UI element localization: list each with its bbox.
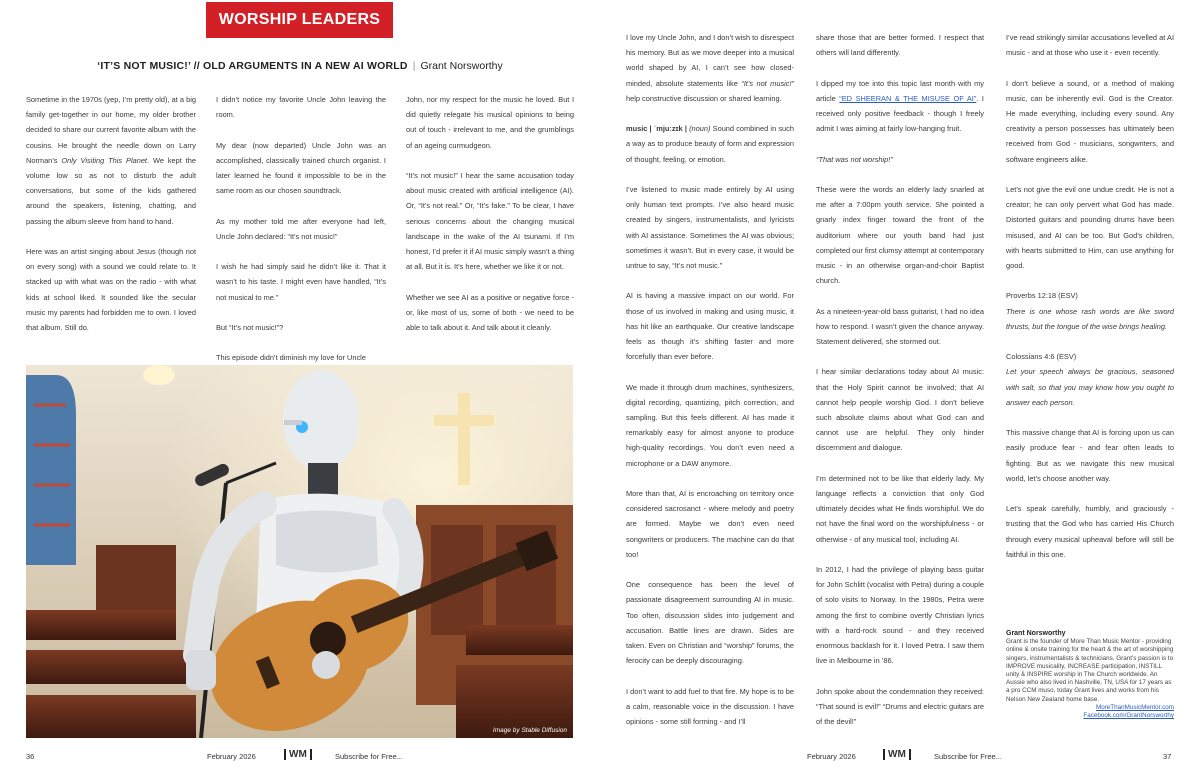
paragraph: Let’s speak carefully, humbly, and graciously - trusting that the God who has carried His Church through every musical upheaval before will still be faithful in this one.	[1006, 504, 1174, 559]
article-author: Grant Norsworthy	[420, 60, 503, 72]
left-column-1	[26, 92, 196, 350]
robot-guitar-photo	[26, 365, 573, 738]
paragraph: John spoke about the condemnation they received: “That sound is evil!” “Drums and electric guitars are of the devil!”	[816, 686, 984, 727]
left-column-3	[406, 92, 574, 350]
paragraph: In 2012, I had the privilege of playing bass guitar for John Schlitt (vocalist with Petra) during a couple of solo visits to Norway. In the 1980s, Petra were among the first to combine overtly Christian lyrics with a hard-rock sound - and they received enormous backlash for it. I loved Petra. I saw them live in Melbourne in ’86.	[816, 565, 985, 666]
left-column-2	[216, 92, 386, 381]
bio-name: Grant Norsworthy	[1006, 630, 1066, 637]
paragraph: I’ve read strikingly similar accusations levelled at AI music - and at those who use it - even recently.	[1006, 33, 1174, 58]
paragraph: This massive change that AI is forcing upon us can easily produce fear - and fear often leads to fighting. But as we navigate this new musical world, let’s choose another way.	[1006, 428, 1174, 483]
scripture-text: There is one whose rash words are like sword thrusts, but the tongue of the wise brings healing.	[1006, 306, 1174, 331]
paragraph: As a nineteen-year-old bass guitarist, I had no idea how to respond. I wasn’t given the chance anyway. Statement delivered, she stormed out.	[816, 306, 984, 346]
robot-guitar-illustration	[26, 365, 573, 738]
paragraph: I dipped my toe into this topic last month with my article “ED SHEERAN & THE MISUSE OF AI”. I received only positive feedback - though I freely admit I was aiming at fairly low-hanging fruit.	[816, 78, 984, 134]
right-footer-date: February 2026	[807, 752, 856, 761]
wm-logo: WM	[883, 749, 911, 760]
right-column-2	[816, 30, 984, 744]
image-caption: Image by Stable Diffusion	[492, 727, 567, 734]
paragraph: I love my Uncle John, and I don’t wish to disrespect his memory. But as we move deeper into a musical world shaped by AI, I can’t see how closed-minded, absolute statements like “It’s not music!” help constructive discussion or shared learning.	[626, 33, 795, 103]
right-column-1	[626, 30, 794, 744]
paragraph: As my mother told me after everyone had left, Uncle John declared: “It’s not music!”	[216, 216, 386, 241]
paragraph: I didn’t notice my favorite Uncle John leaving the room.	[216, 95, 386, 120]
paragraph: Whether we see AI as a positive or negative force - or, like most of us, some of both - we need to be able to talk about it. And talk about it cleanly.	[406, 292, 574, 333]
paragraph: I don’t want to add fuel to that fire. My hope is to be a calm, reasonable voice in the discussion. I have opinions - some still forming - and I’ll	[626, 686, 794, 727]
left-footer-date: February 2026	[207, 752, 256, 761]
article-headline-row	[0, 60, 600, 72]
paragraph: “It’s not music!” I hear the same accusation today about music created with artificial intelligence (AI). Or, “It’s not real.” Or, “It’s fake.” To be clear, I have serious concerns about the changing musical landscape in the wake of the AI tsunami. If I’m honest, I’d prefer it if AI music simply wasn’t a thing at all. But it is. It’s here, whether we like it or not.	[406, 171, 574, 272]
wm-logo: WM	[284, 749, 312, 760]
author-bio	[1006, 630, 1174, 720]
paragraph: But “It’s not music!”?	[216, 322, 284, 332]
paragraph: This episode didn’t diminish my love for Uncle	[216, 353, 366, 363]
article-headline: ‘IT’S NOT MUSIC!’ // OLD ARGUMENTS IN A NEW AI WORLD	[97, 60, 408, 72]
paragraph: AI is having a massive impact on our world. For those of us involved in making and using music, it has hit like an earthquake. Our creative landscape feels as though it’s shifting faster and more forcefully than ever before.	[626, 291, 794, 362]
bio-text: Grant is the founder of More Than Music Mentor - providing online & onsite training for the heart & the art of worshipping singers, instrumentalists & technicians. Grant’s passion is to IMPROVE musicality, INCREASE participation, INSTILL unity & INSPIRE worship in The Church worldwide. An Aussie who also lived in Nashville, TN, USA for 17 years as a pro CCM muso, today Grant lives and works from his Nelson New Zealand home base.	[1006, 638, 1174, 703]
paragraph: I hear similar declarations today about AI music: that the Holy Spirit cannot be involved; that AI cannot help people worship God. I don’t believe such absolute claims about what God can and cannot use are helpful. They only hinder discernment and dialogue.	[816, 367, 984, 453]
quote: “That was not worship!”	[816, 154, 893, 164]
paragraph: One consequence has been the level of passionate disagreement surrounding AI in music. Too often, discussion slides into judgement and accusation. Battle lines are drawn. Sides are taken. Even on Christian and “worship” forums, the ferocity can be deeply discouraging.	[626, 580, 794, 666]
paragraph: I’m determined not to be like that elderly lady. My language reflects a conviction that only God ultimately decides what He finds worshipful. We do not have the final word on the worshipfulness - or otherwise - of any musical tool, including AI.	[816, 473, 984, 544]
right-footer-logo[interactable]	[883, 749, 911, 760]
right-column-3	[1006, 30, 1174, 577]
paragraph: I wish he had simply said he didn’t like it. That it wasn’t to his taste. I might even have handled, “It’s not musical to me.”	[216, 262, 386, 302]
paragraph: These were the words an elderly lady snarled at me after a 7:00pm youth service. She pointed a gnarly index finger toward the front of the auditorium where our youth band had just completed our first clumsy attempt at contemporary music - in an otherwise organ-and-choir Baptist church.	[816, 184, 984, 286]
bio-facebook-link[interactable]: Facebook.com/GrantNorsworthy	[1083, 712, 1174, 720]
right-page-number: 37	[1163, 752, 1172, 761]
paragraph: I don’t believe a sound, or a method of making music, can be inherently evil. God is the Creator. He made everything, including every sound. Any creativity a person possesses has ultimately been received from God - musicians, songwriters, and software engineers alike.	[1006, 78, 1174, 164]
scripture-text: Let your speech always be gracious, seasoned with salt, so that you may know how you ought to answer each person.	[1006, 367, 1174, 407]
definition: music | ˈmjuːzɪk | (noun) Sound combined in such a way as to produce beauty of form and expression of thought, feeling, or emotion.	[626, 124, 794, 164]
section-label: WORSHIP LEADERS	[206, 2, 393, 38]
paragraph: I’ve listened to music made entirely by AI using only human text prompts. I’ve also heard music created by singers, instrumentalists, and lyricists with AI assistance. Sometimes the AI was obvious; sometimes it wasn’t. But in every case, it would be untrue to say, “It’s not music.”	[626, 185, 794, 271]
article-link-ed-sheeran[interactable]: “ED SHEERAN & THE MISUSE OF AI”	[839, 93, 977, 103]
scripture-reference: Proverbs 12:18 (ESV)	[1006, 291, 1078, 301]
headline-separator: |	[412, 60, 416, 72]
paragraph: Let’s not give the evil one undue credit. He is not a creator; he can only pervert what God has made. Distorted guitars and pounding drums have been misused, and AI can be too. But God’s children, with hearts submitted to Him, can use anything for good.	[1006, 185, 1174, 271]
paragraph: Sometime in the 1970s (yep, I’m pretty old), at a big family get-together in our home, my older brother decided to share our current favorite album with the cousins. He brought the needle down on Larry Norman’s Only Visiting This Planet. We kept the volume low so as not to disturb the adult conversations, but some of the kids gathered around the speakers, listening, chatting, and passing the album sleeve from hand to hand.	[26, 95, 197, 226]
paragraph: My dear (now departed) Uncle John was an accomplished, classically trained church organist. I later learned he found it impossible to be in the same room as our chosen soundtrack.	[216, 140, 386, 196]
paragraph: We made it through drum machines, synthesizers, digital recording, quantizing, pitch correction, and sampling. But this feels different. AI has made it remarkably easy for almost anyone to produce high-quality recordings. You don’t even need a microphone or a DAW anymore.	[626, 382, 794, 468]
paragraph: John, nor my respect for the music he loved. But I did quietly relegate his musical opinions to being out of touch - irrelevant to me, and the grumblings of an ageing curmudgeon.	[406, 95, 574, 150]
paragraph: share those that are better formed. I respect that others will land differently.	[816, 33, 984, 58]
paragraph: More than that, AI is encroaching on territory once considered sacrosanct - where melody and poetry are formed. Maybe we don’t even need songwriters or producers. The machine can do that too!	[626, 489, 794, 559]
bio-website-link[interactable]: MoreThanMusicMentor.com	[1095, 703, 1174, 711]
left-page-number: 36	[26, 752, 35, 761]
left-subscribe-link[interactable]: Subscribe for Free...	[335, 752, 403, 761]
scripture-reference: Colossians 4:6 (ESV)	[1006, 352, 1077, 362]
right-subscribe-link[interactable]: Subscribe for Free...	[934, 752, 1002, 761]
paragraph: Here was an artist singing about Jesus (though not on every song) with a sound we could relate to. It stacked up with what was on the radio - with what kids at school liked. It sounded like the secular music my parents had forbidden me to own. I loved that album. Still do.	[26, 247, 196, 333]
left-footer-logo[interactable]	[284, 749, 312, 760]
